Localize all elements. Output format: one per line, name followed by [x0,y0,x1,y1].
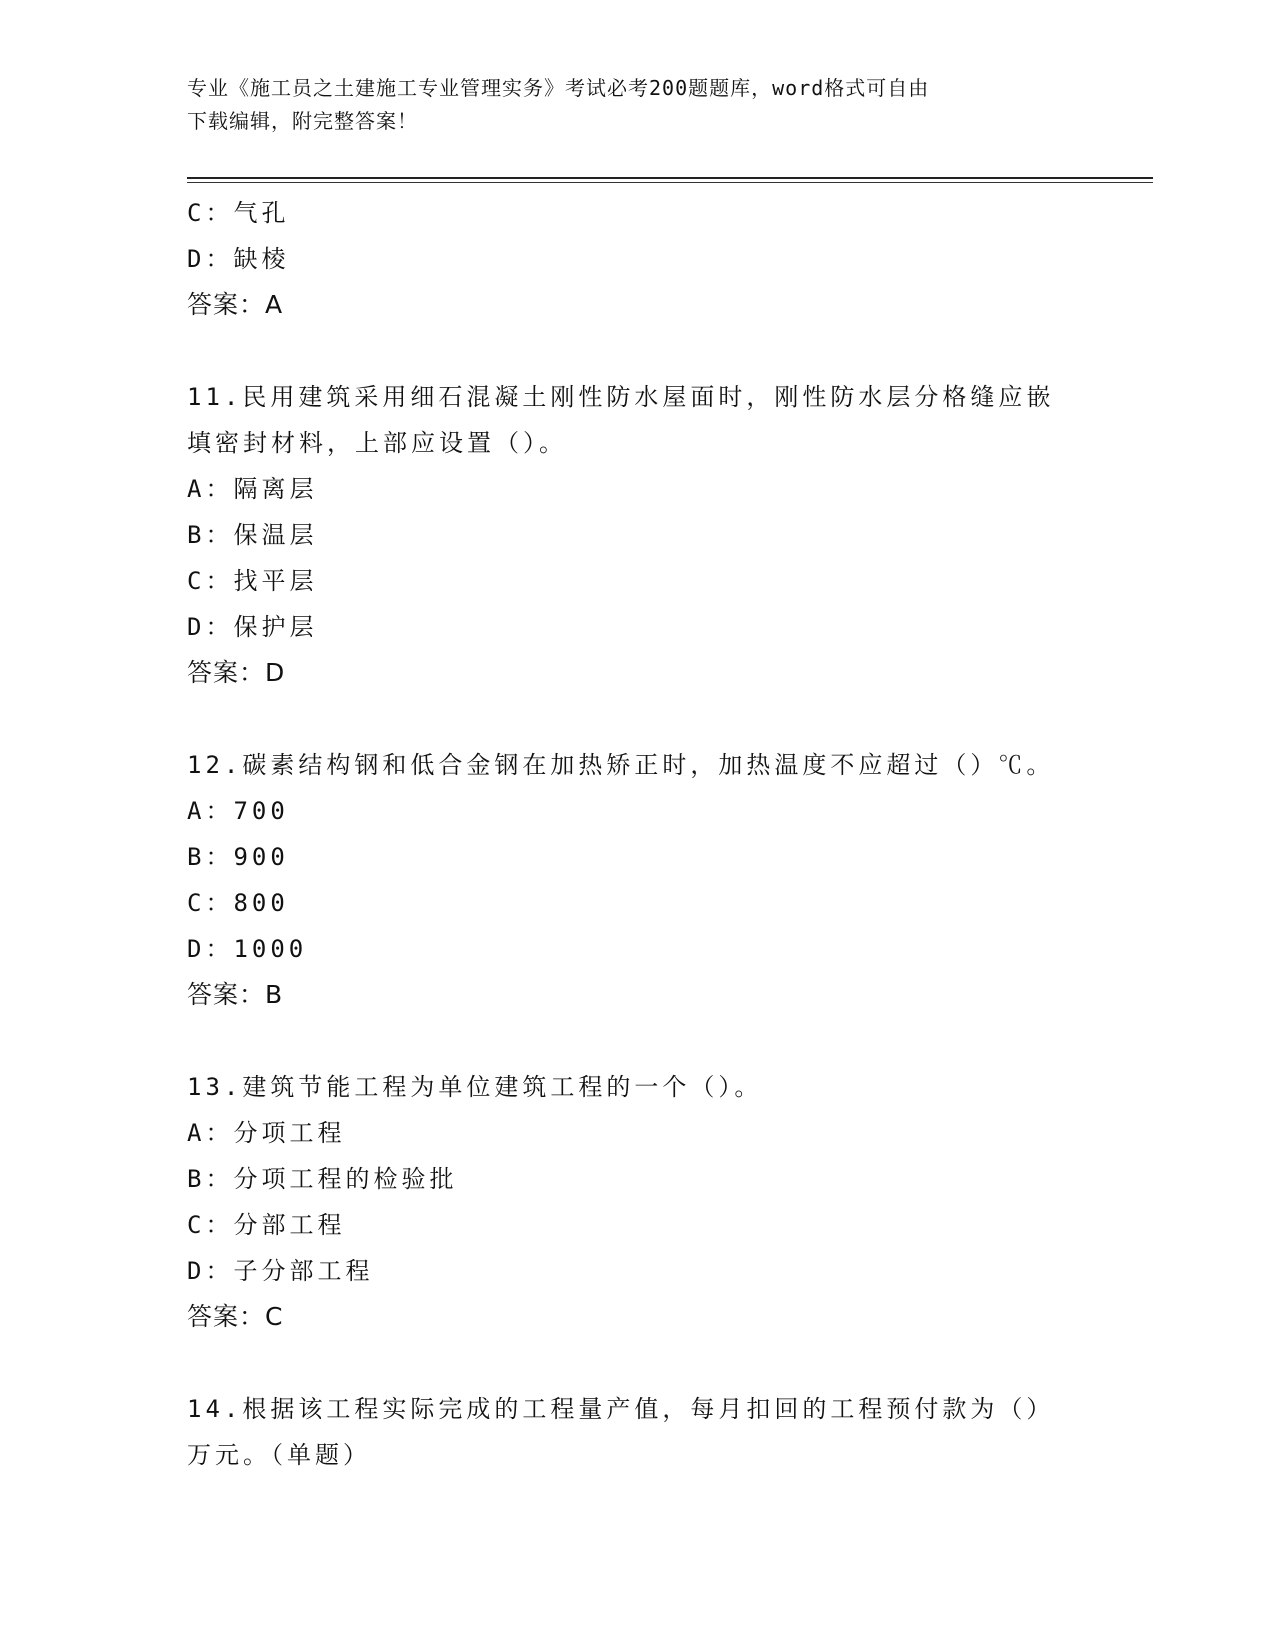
header-line-1: 专业《施工员之土建施工专业管理实务》考试必考200题题库，word格式可自由 [187,76,930,100]
question-12 [187,742,1087,1018]
q11-option-b: B：保温层 [187,521,318,549]
q11-option-a: A：隔离层 [187,475,318,503]
q12-option-b: B：900 [187,843,289,871]
q10-option-c: C：气孔 [187,199,290,227]
q14-stem-line-2: 万元。（单题） [187,1441,371,1469]
q10-answer: 答案：A [187,290,284,319]
spacer [187,1018,1087,1064]
q10-option-d: D：缺棱 [187,245,290,273]
header-divider-thick [187,177,1153,179]
header-divider-thin [187,182,1153,183]
q13-option-c: C：分部工程 [187,1211,346,1239]
q12-option-d: D：1000 [187,935,308,963]
q13-option-a: A：分项工程 [187,1119,346,1147]
q11-option-d: D：保护层 [187,613,318,641]
spacer [187,328,1087,374]
q13-answer: 答案：C [187,1302,284,1331]
spacer [187,1340,1087,1386]
spacer [187,696,1087,742]
q12-answer: 答案：B [187,980,284,1009]
q11-option-c: C：找平层 [187,567,318,595]
q14-stem-line-1: 14.根据该工程实际完成的工程量产值，每月扣回的工程预付款为（） [187,1395,1055,1423]
question-13 [187,1064,1087,1340]
question-11 [187,374,1087,696]
q12-option-a: A：700 [187,797,289,825]
q12-stem: 12.碳素结构钢和低合金钢在加热矫正时，加热温度不应超过（）℃。 [187,751,1055,779]
question-10 [187,190,1087,328]
q12-option-c: C：800 [187,889,289,917]
q13-stem: 13.建筑节能工程为单位建筑工程的一个（）。 [187,1073,763,1101]
header-line-2: 下载编辑，附完整答案！ [187,109,418,133]
q11-stem-line-1: 11.民用建筑采用细石混凝土刚性防水屋面时，刚性防水层分格缝应嵌 [187,383,1055,411]
question-14 [187,1386,1087,1478]
document-header [187,72,1087,138]
question-list [187,190,1087,1478]
q13-option-b: B：分项工程的检验批 [187,1165,458,1193]
q11-stem-line-2: 填密封材料，上部应设置（）。 [187,429,567,457]
q11-answer: 答案：D [187,658,286,687]
q13-option-d: D：子分部工程 [187,1257,374,1285]
